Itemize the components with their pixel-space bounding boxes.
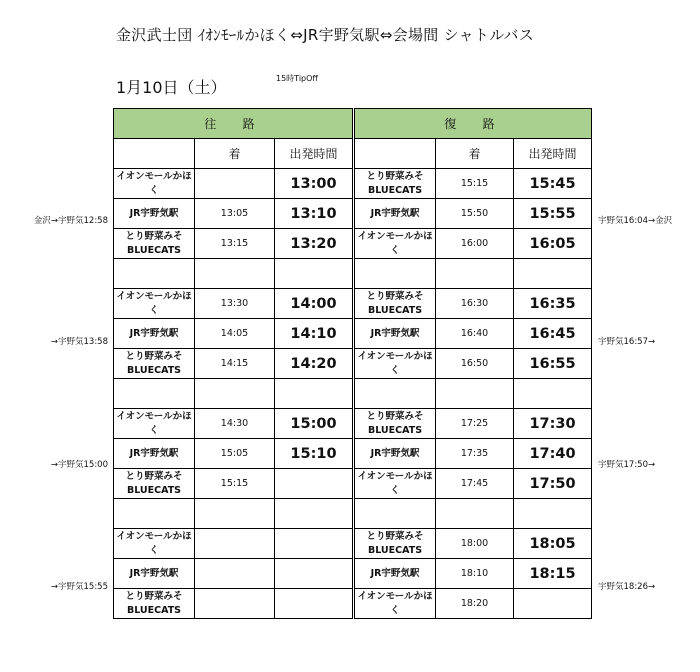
event-date: 1月10日（土） [116, 78, 227, 97]
timetable-row [114, 409, 592, 439]
inbound-arrive-time: 15:15 [436, 169, 514, 199]
inbound-stop: イオンモールかほく [355, 349, 436, 379]
outbound-arrive-header: 着 [195, 139, 275, 169]
inbound-stop: とり野菜みそBLUECATS [355, 409, 436, 439]
inbound-stop: イオンモールかほく [355, 229, 436, 259]
inbound-arrive-time: 16:50 [436, 349, 514, 379]
inbound-header: 復 路 [355, 109, 592, 139]
outbound-arrive-time [195, 169, 275, 199]
right-connection-note: 宇野気17:50→ [598, 460, 656, 470]
outbound-arrive-time: 14:30 [195, 409, 275, 439]
outbound-arrive-time: 14:05 [195, 319, 275, 349]
inbound-arrive-time: 17:25 [436, 409, 514, 439]
outbound-arrive-time [195, 589, 275, 619]
inbound-arrive-time: 18:20 [436, 589, 514, 619]
inbound-arrive-time: 16:40 [436, 319, 514, 349]
left-connection-note: →宇野気15:55 [50, 582, 108, 592]
outbound-stop: JR宇野気駅 [114, 199, 195, 229]
separator-row [114, 379, 592, 409]
outbound-depart-time: 13:20 [275, 229, 353, 259]
inbound-depart-time: 18:15 [514, 559, 592, 589]
shuttle-timetable [113, 108, 592, 619]
outbound-stop: イオンモールかほく [114, 409, 195, 439]
timetable-row [114, 529, 592, 559]
inbound-arrive-time: 18:10 [436, 559, 514, 589]
inbound-stop: とり野菜みそBLUECATS [355, 529, 436, 559]
outbound-depart-time: 15:10 [275, 439, 353, 469]
outbound-arrive-time: 15:05 [195, 439, 275, 469]
inbound-stop: とり野菜みそBLUECATS [355, 169, 436, 199]
inbound-depart-time: 16:35 [514, 289, 592, 319]
timetable-row [114, 319, 592, 349]
outbound-depart-time [275, 469, 353, 499]
inbound-depart-time: 16:05 [514, 229, 592, 259]
outbound-depart-time: 14:10 [275, 319, 353, 349]
outbound-arrive-time [195, 559, 275, 589]
timetable-row [114, 229, 592, 259]
outbound-arrive-time: 13:15 [195, 229, 275, 259]
inbound-stop: イオンモールかほく [355, 469, 436, 499]
inbound-depart-header: 出発時間 [514, 139, 592, 169]
outbound-depart-time [275, 589, 353, 619]
outbound-stop: イオンモールかほく [114, 169, 195, 199]
inbound-stop: JR宇野気駅 [355, 319, 436, 349]
timetable-row [114, 289, 592, 319]
outbound-depart-time [275, 559, 353, 589]
inbound-arrive-time: 18:00 [436, 529, 514, 559]
outbound-depart-time: 13:10 [275, 199, 353, 229]
outbound-stop: JR宇野気駅 [114, 559, 195, 589]
inbound-depart-time: 16:45 [514, 319, 592, 349]
inbound-stop: JR宇野気駅 [355, 559, 436, 589]
timetable-row [114, 439, 592, 469]
direction-header-row [114, 109, 592, 139]
outbound-stop: JR宇野気駅 [114, 439, 195, 469]
inbound-arrive-time: 17:45 [436, 469, 514, 499]
inbound-depart-time: 17:40 [514, 439, 592, 469]
outbound-arrive-time: 14:15 [195, 349, 275, 379]
separator-row [114, 259, 592, 289]
left-connection-note: 金沢→宇野気12:58 [33, 216, 108, 226]
outbound-depart-time: 14:00 [275, 289, 353, 319]
inbound-depart-time: 15:55 [514, 199, 592, 229]
inbound-depart-time [514, 589, 592, 619]
inbound-arrive-time: 17:35 [436, 439, 514, 469]
outbound-depart-time: 15:00 [275, 409, 353, 439]
outbound-arrive-time: 13:30 [195, 289, 275, 319]
right-connection-note: 宇野気18:26→ [598, 582, 656, 592]
inbound-stop: とり野菜みそBLUECATS [355, 289, 436, 319]
page-title: 金沢武士団 ｲｵﾝﾓｰﾙかほく⇔JR宇野気駅⇔会場間 シャトルバス [116, 26, 535, 44]
inbound-depart-time: 16:55 [514, 349, 592, 379]
column-header-row [114, 139, 592, 169]
inbound-stop: JR宇野気駅 [355, 199, 436, 229]
timetable-row [114, 469, 592, 499]
inbound-depart-time: 17:50 [514, 469, 592, 499]
outbound-arrive-time: 15:15 [195, 469, 275, 499]
left-connection-note: →宇野気13:58 [50, 337, 108, 347]
inbound-depart-time: 18:05 [514, 529, 592, 559]
outbound-stop: とり野菜みそBLUECATS [114, 589, 195, 619]
timetable-row [114, 349, 592, 379]
outbound-depart-header: 出発時間 [275, 139, 353, 169]
separator-row [114, 499, 592, 529]
outbound-header: 往 路 [114, 109, 353, 139]
inbound-arrive-header: 着 [436, 139, 514, 169]
outbound-arrive-time: 13:05 [195, 199, 275, 229]
outbound-stop: とり野菜みそBLUECATS [114, 349, 195, 379]
timetable-row [114, 559, 592, 589]
left-connection-note: →宇野気15:00 [50, 460, 108, 470]
timetable-row [114, 199, 592, 229]
outbound-depart-time: 14:20 [275, 349, 353, 379]
inbound-arrive-time: 16:30 [436, 289, 514, 319]
right-connection-note: 宇野気16:04→金沢 [598, 216, 673, 226]
inbound-depart-time: 15:45 [514, 169, 592, 199]
outbound-depart-time: 13:00 [275, 169, 353, 199]
inbound-stop: イオンモールかほく [355, 589, 436, 619]
outbound-stop: イオンモールかほく [114, 529, 195, 559]
outbound-arrive-time [195, 529, 275, 559]
inbound-stop: JR宇野気駅 [355, 439, 436, 469]
inbound-depart-time: 17:30 [514, 409, 592, 439]
tipoff-time: 15時TipOff [276, 74, 318, 83]
outbound-stop: イオンモールかほく [114, 289, 195, 319]
outbound-stop: JR宇野気駅 [114, 319, 195, 349]
inbound-arrive-time: 16:00 [436, 229, 514, 259]
outbound-stop: とり野菜みそBLUECATS [114, 229, 195, 259]
timetable-row [114, 589, 592, 619]
timetable-row [114, 169, 592, 199]
outbound-stop: とり野菜みそBLUECATS [114, 469, 195, 499]
outbound-depart-time [275, 529, 353, 559]
right-connection-note: 宇野気16:57→ [598, 337, 656, 347]
inbound-arrive-time: 15:50 [436, 199, 514, 229]
